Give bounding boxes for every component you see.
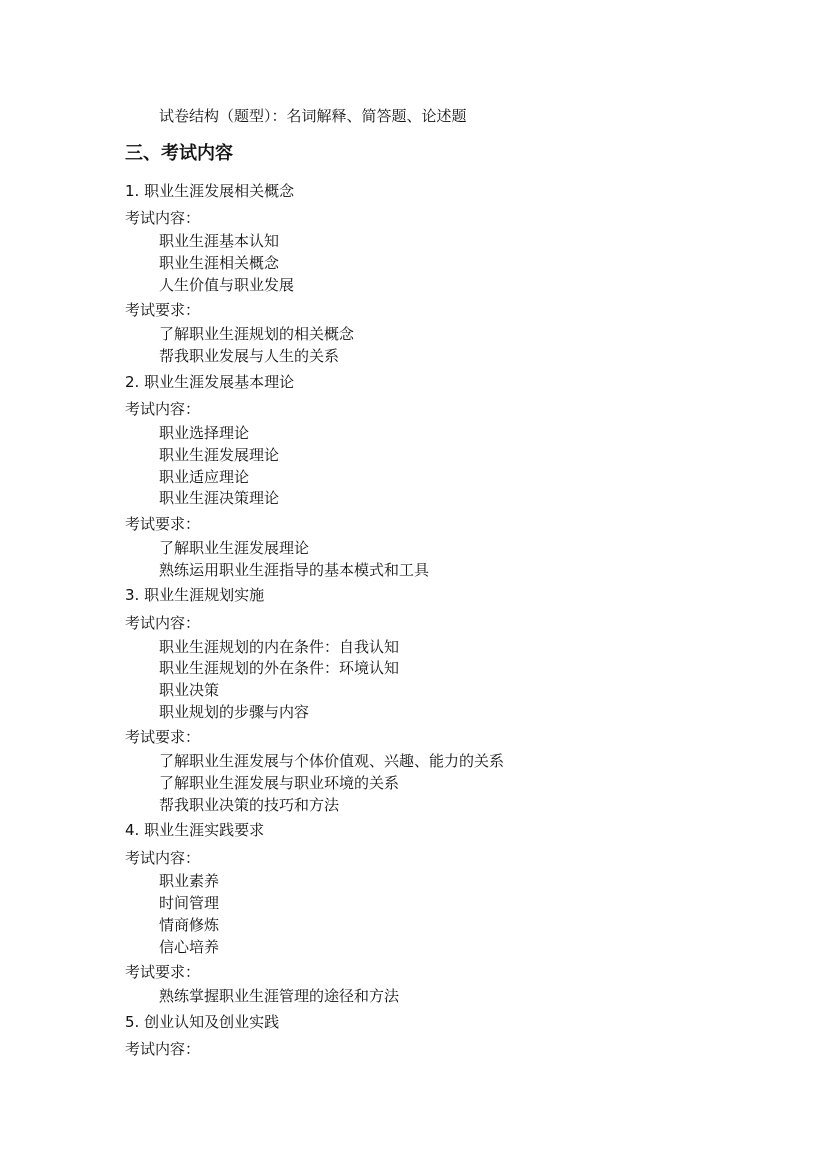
topic-title: 1. 职业生涯发展相关概念 [125,182,295,200]
section-heading: 三、考试内容 [125,143,233,164]
requirements-label: 考试要求： [125,963,201,981]
content-item: 职业适应理论 [159,468,250,486]
content-item: 人生价值与职业发展 [159,276,295,294]
requirements-label: 考试要求： [125,301,201,319]
content-item: 职业生涯发展理论 [159,446,280,464]
requirements-label: 考试要求： [125,515,201,533]
content-label: 考试内容： [125,400,201,418]
content-item: 职业决策 [159,681,220,699]
content-item: 时间管理 [159,894,220,912]
requirement-item: 了解职业生涯规划的相关概念 [159,325,355,343]
content-item: 职业生涯基本认知 [159,232,280,250]
content-item: 职业生涯相关概念 [159,254,280,272]
content-item: 情商修炼 [159,916,220,934]
topic-title: 4. 职业生涯实践要求 [125,821,265,839]
content-label: 考试内容： [125,1040,201,1058]
requirement-item: 帮我职业决策的技巧和方法 [159,796,340,814]
content-item: 职业生涯规划的内在条件：自我认知 [159,638,400,656]
content-item: 职业生涯规划的外在条件：环境认知 [159,659,400,677]
requirement-item: 了解职业生涯发展理论 [159,539,310,557]
content-item: 信心培养 [159,938,220,956]
content-item: 职业素养 [159,872,220,890]
content-label: 考试内容： [125,209,201,227]
content-label: 考试内容： [125,614,201,632]
exam-structure-line: 试卷结构（题型）：名词解释、简答题、论述题 [159,107,467,125]
content-item: 职业选择理论 [159,424,250,442]
topic-title: 2. 职业生涯发展基本理论 [125,373,295,391]
requirement-item: 帮我职业发展与人生的关系 [159,347,340,365]
content-item: 职业生涯决策理论 [159,489,280,507]
topic-title: 5. 创业认知及创业实践 [125,1013,280,1031]
content-label: 考试内容： [125,849,201,867]
topic-title: 3. 职业生涯规划实施 [125,586,265,604]
requirement-item: 了解职业生涯发展与职业环境的关系 [159,774,400,792]
requirement-item: 熟练掌握职业生涯管理的途径和方法 [159,987,400,1005]
content-item: 职业规划的步骤与内容 [159,703,310,721]
requirement-item: 了解职业生涯发展与个体价值观、兴趣、能力的关系 [159,752,505,770]
requirements-label: 考试要求： [125,728,201,746]
requirement-item: 熟练运用职业生涯指导的基本模式和工具 [159,561,430,579]
